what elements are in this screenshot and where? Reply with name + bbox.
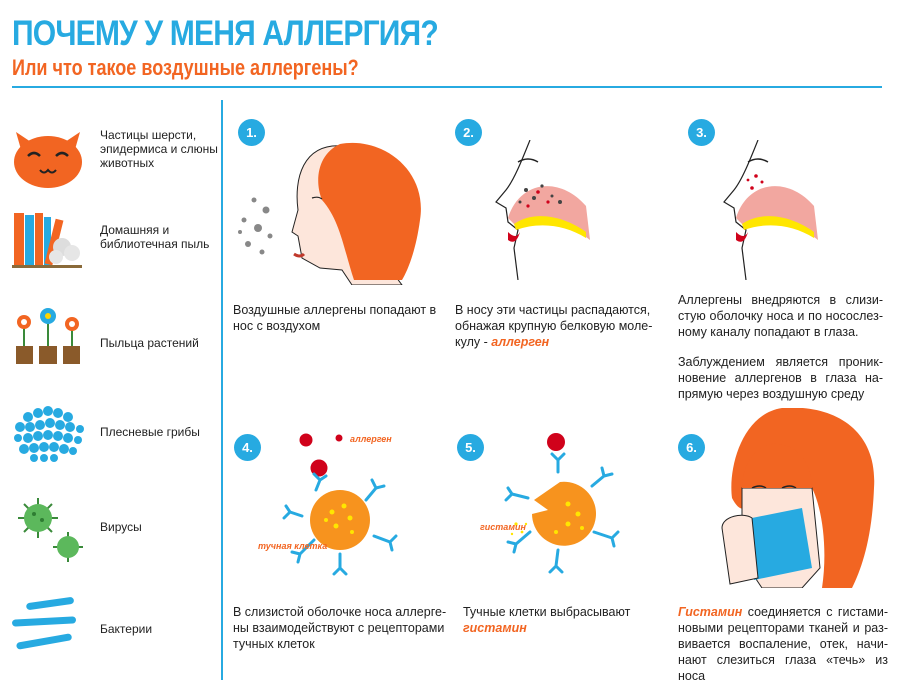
sidebar-label: Частицы шерсти, эпидермиса и слюны животных bbox=[100, 128, 218, 170]
bacteria-icon bbox=[10, 590, 86, 666]
sidebar-label: Домашняя и библиотечная пыль bbox=[100, 223, 210, 251]
histamine-term: гистамин bbox=[463, 621, 527, 635]
mold-spores-icon bbox=[10, 395, 86, 471]
woman-sneezing-illustration bbox=[702, 408, 888, 588]
sidebar-item-pollen bbox=[0, 300, 221, 380]
step-4-caption: В слизистой оболочке носа аллерге-ны взаимодействуют с рецепторами тучных клеток bbox=[233, 605, 447, 651]
sidebar-item-mold bbox=[0, 395, 221, 475]
step-3-number: 3. bbox=[688, 119, 715, 146]
sidebar-label: Бактерии bbox=[100, 622, 153, 636]
allergen-term: аллерген bbox=[491, 335, 550, 349]
step-6-number: 6. bbox=[678, 434, 705, 461]
sidebar-item-dust bbox=[0, 205, 221, 285]
flower-pots-icon bbox=[10, 300, 86, 376]
histamine-release-illustration bbox=[472, 428, 642, 588]
sidebar-divider bbox=[221, 100, 223, 680]
woman-inhaling-illustration bbox=[232, 140, 432, 285]
page-title: ПОЧЕМУ У МЕНЯ АЛЛЕРГИЯ? bbox=[12, 14, 438, 53]
header-divider bbox=[12, 86, 882, 88]
sidebar-label: Вирусы bbox=[100, 520, 142, 534]
mast-cell-label: тучная клетка bbox=[258, 541, 328, 551]
sidebar-item-animals bbox=[0, 118, 221, 198]
nasal-cavity-illustration bbox=[490, 140, 600, 280]
cat-face-icon bbox=[10, 118, 86, 194]
step-1-caption: Воздушные аллергены попадают в нос с воздухом bbox=[233, 303, 437, 333]
nasal-cavity-eye-illustration bbox=[718, 140, 828, 280]
step-4-number: 4. bbox=[234, 434, 261, 461]
step-1-number: 1. bbox=[238, 119, 265, 146]
step-5-number: 5. bbox=[457, 434, 484, 461]
histamine-term: Гистамин bbox=[678, 605, 743, 619]
mast-cell-receptor-illustration bbox=[240, 428, 440, 588]
sidebar-label: Пыльца растений bbox=[100, 336, 199, 350]
step-2-caption: В носу эти частицы распадаются, обнажая крупную белковую моле-кулу - аллерген bbox=[455, 303, 653, 349]
page-subtitle: Или что такое воздушные аллергены? bbox=[12, 55, 359, 80]
step-5-caption: Тучные клетки выбрасывают гистамин bbox=[463, 605, 631, 635]
sidebar-item-bacteria bbox=[0, 590, 221, 670]
allergen-label: аллерген bbox=[350, 434, 392, 444]
books-dust-icon bbox=[10, 205, 86, 281]
histamine-label: гистамин bbox=[480, 522, 526, 532]
virus-icon bbox=[10, 490, 86, 566]
step-3-note: Заблуждением является проник-новение аллергенов в глаза на-прямую через воздушную среду bbox=[678, 355, 883, 401]
step-6-caption: Гистамин соединяется с гистами-новыми рецепторами тканей и раз-вивается воспаление, отек, начи-нают слезиться глаза «течь» из носа bbox=[678, 605, 888, 683]
step-2-number: 2. bbox=[455, 119, 482, 146]
sidebar-item-virus bbox=[0, 490, 221, 570]
sidebar-label: Плесневые грибы bbox=[100, 425, 200, 439]
step-3-caption: Аллергены внедряются в слизи-стую оболочку носа и по носослез-ному каналу попадают в глаза. bbox=[678, 293, 883, 339]
